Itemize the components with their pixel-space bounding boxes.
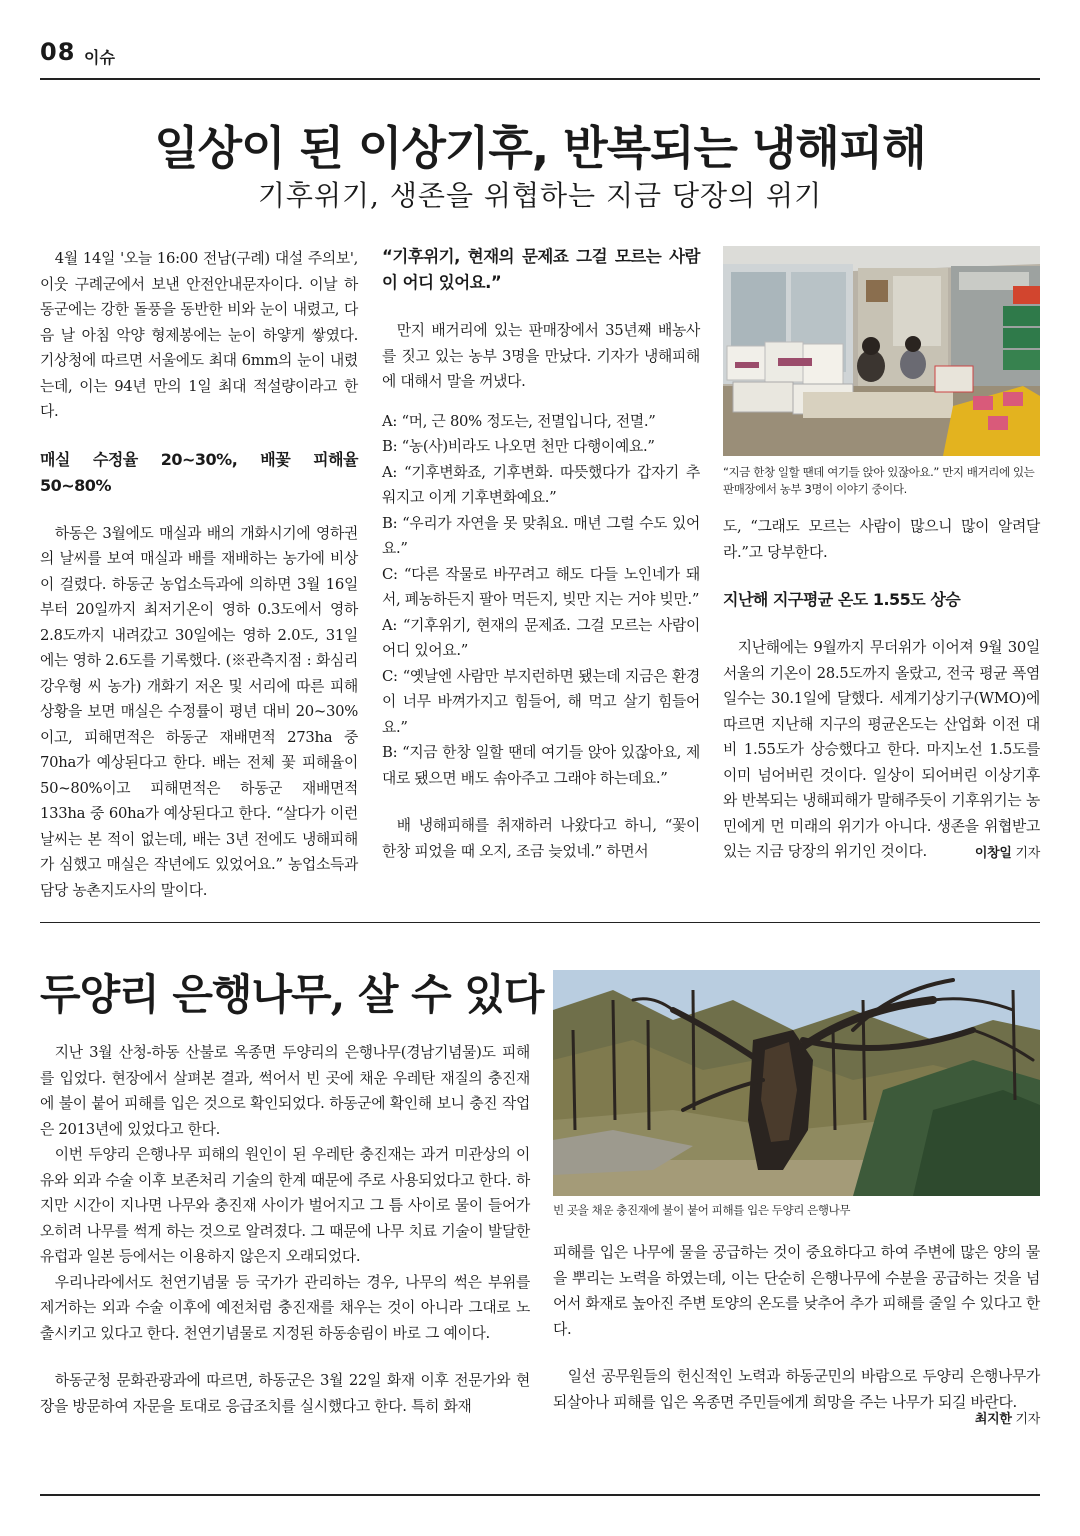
paragraph: 이번 두양리 은행나무 피해의 원인이 된 우레탄 충진재는 과거 미관상의 이유와 외과 수술 이후 보존처리 기술의 한계 때문에 주로 사용되었다고 한다. 하지만 시간이 지나면 나무와 충진재 사이가 벌어지고 그 틈 사이로 물이 들어가 오히려 나무를 썩게 하는 것으로 알려졌다. 그 때문에 나무 치료 기술이 발달한 유럽과 일본 등에서는 이용하지 않은지 오래되었다. xyxy=(40,1146,530,1265)
article1-column-3 xyxy=(723,514,1040,866)
article2-left-column xyxy=(40,1040,530,1419)
paragraph: 4월 14일 '오늘 16:00 전남(구례) 대설 주의보', 이웃 구례군에서 보낸 안전안내문자이다. 이날 하동군에는 강한 돌풍을 동반한 비와 눈이 내렸고, 다음 날 아침 악양 형제봉에는 눈이 하얗게 쌓였다. 기상청에 따르면 서울에도 최대 6mm의 눈이 내렸는데, 이는 94년 만의 1일 최대 적설량이라고 한다. xyxy=(40,250,358,420)
footer-rule xyxy=(40,1494,1040,1496)
paragraph: 피해를 입은 나무에 물을 공급하는 것이 중요하다고 하여 주변에 많은 양의 물을 뿌리는 노력을 하였는데, 이는 단순히 은행나무에 수분을 공급하는 것을 넘어서 화재로 높아진 주변 토양의 온도를 낮추어 추가 피해를 줄일 수 있다고 한다. xyxy=(553,1244,1040,1338)
paragraph: 하동은 3월에도 매실과 배의 개화시기에 영하권의 날씨를 보여 매실과 배를 재배하는 농가에 비상이 걸렸다. 하동군 농업소득과에 의하면 3월 16일부터 20일까지 최저기온이 영하 0.3도에서 영하 2.8도까지 내려갔고 30일에는 영하 2.0도, 31일에는 영하 2.6도를 기록했다. (※관측지점 : 화심리 강우형 씨 농가) 개화기 저온 및 서리에 따른 피해상황을 보면 매실은 수정률이 평년 대비 20~30%이고, 피해면적은 하동군 재배면적 273ha 중 70ha가 예상된다고 한다. 배는 전체 꽃 피해율이 50~80%이고 피해면적은 하동군 재배면적 133ha 중 60ha가 예상된다고 한다. “살다가 이런 날씨는 본 적이 없는데, 배는 3년 전에도 냉해피해가 심했고 매실은 작년에도 있었어요.” 농업소득과 담당 농촌지도사의 말이다. xyxy=(40,524,358,899)
subheading: 매실 수정율 20~30%, 배꽃 피해율 50~80% xyxy=(40,449,358,495)
byline-name: 최지한 xyxy=(974,1412,1012,1427)
ginkgo-tree-photo xyxy=(553,970,1040,1196)
section-label: 이슈 xyxy=(84,48,115,67)
dialogue-line: C: “옛날엔 사람만 부지런하면 됐는데 지금은 환경이 너무 바껴가지고 힘들어, 해 먹고 살기 힘들어요.” xyxy=(382,667,700,736)
article2-right-column xyxy=(553,1240,1040,1433)
article1-column-2 xyxy=(382,244,700,864)
dialogue-line: A: “기후변화죠, 기후변화. 따뜻했다가 갑자기 추워지고 이게 기후변화예요.” xyxy=(382,463,700,506)
dialogue-line: A: “머, 근 80% 정도는, 전멸입니다, 전멸.” xyxy=(382,412,656,430)
byline-role: 기자 xyxy=(1015,845,1040,861)
byline-name: 이창일 xyxy=(974,845,1012,861)
byline-role: 기자 xyxy=(1015,1412,1040,1427)
subheading: 지난해 지구평균 온도 1.55도 상승 xyxy=(723,590,961,609)
article-subtitle: 기후위기, 생존을 위협하는 지금 당장의 위기 xyxy=(257,179,823,212)
dialogue-line: B: “지금 한창 일할 땐데 여기들 앉아 있잖아요, 제대로 됐으면 배도 솎아주고 그래야 하는데요.” xyxy=(382,744,700,787)
paragraph: 지난 3월 산청-하동 산불로 옥종면 두양리의 은행나무(경남기념물)도 피해를 입었다. 현장에서 살펴본 결과, 썩어서 빈 곳에 채운 우레탄 재질의 충진재에 불이 붙어 피해를 입은 것으로 확인되었다. 하동군에 확인해 보니 충진 작업은 2013년에 있었다고 한다. xyxy=(40,1044,530,1138)
dialogue-line: B: “농(사)비라도 나오면 천만 다행이예요.” xyxy=(382,438,655,455)
article-title: 일상이 된 이상기후, 반복되는 냉해피해 xyxy=(154,121,926,175)
page-number: 08 xyxy=(40,38,76,66)
article-title: 두양리 은행나무, 살 수 있다 xyxy=(40,970,544,1019)
dialogue-line: A: “기후위기, 현재의 문제죠. 그걸 모르는 사람이 어디 있어요.” xyxy=(382,616,700,659)
paragraph: 하동군청 문화관광과에 따르면, 하동군은 3월 22일 화재 이후 전문가와 현장을 방문하여 자문을 토대로 응급조치를 실시했다고 한다. 특히 화재 xyxy=(40,1372,530,1415)
photo-caption: “지금 한창 일할 땐데 여기들 앉아 있잖아요.” 만지 배거리에 있는 판매장에서 농부 3명이 이야기 중이다. xyxy=(723,465,1035,496)
dialogue-line: B: “우리가 자연을 못 맞춰요. 매년 그럴 수도 있어요.” xyxy=(382,514,700,557)
paragraph: 지난해에는 9월까지 무더위가 이어져 9월 30일 서울의 기온이 28.5도까지 올랐고, 전국 평균 폭염일수는 30.1일에 달했다. 세계기상기구(WMO)에 따르면 지난해 지구의 평균온도는 산업화 이전 대비 1.55도가 상승했다고 한다. 마지노선 1.5도를 이미 넘어버린 것이다. 일상이 되어버린 이상기후와 반복되는 냉해피해가 말해주듯이 기후위기는 농민에게 먼 미래의 위기가 아니다. 생존을 위협받고 있는 지금 당장의 위기인 것이다. xyxy=(723,639,1040,860)
section-divider xyxy=(40,922,1040,923)
paragraph: 우리나라에서도 천연기념물 등 국가가 관리하는 경우, 나무의 썩은 부위를 제거하는 외과 수술 이후에 예전처럼 충진재를 채우는 것이 아니라 그대로 노출시키고 있다고 한다. 천연기념물로 지정된 하동송림이 바로 그 예이다. xyxy=(40,1273,530,1342)
quote-heading: “기후위기, 현재의 문제죠 그걸 모르는 사람이 어디 있어요.” xyxy=(382,247,700,292)
photo-caption: 빈 곳을 채운 충진재에 불이 붙어 피해를 입은 두양리 은행나무 xyxy=(553,1203,851,1217)
farm-store-photo xyxy=(723,246,1040,456)
dialogue-line: C: “다른 작물로 바꾸려고 해도 다들 노인네가 돼서, 폐농하든지 팔아 먹든지, 빚만 지는 거야 빚만.” xyxy=(382,565,700,608)
paragraph: 만지 배거리에 있는 판매장에서 35년째 배농사를 짓고 있는 농부 3명을 만났다. 기자가 냉해피해에 대해서 말을 꺼냈다. xyxy=(382,322,700,390)
article1-column-1 xyxy=(40,246,358,903)
paragraph: 도, “그래도 모르는 사람이 많으니 많이 알려달라.”고 당부한다. xyxy=(723,518,1040,561)
paragraph: 배 냉해피해를 취재하러 나왔다고 하니, “꽃이 한창 피었을 때 오지, 조금 늦었네.” 하면서 xyxy=(382,817,700,860)
header-rule xyxy=(40,78,1040,80)
paragraph: 일선 공무원들의 헌신적인 노력과 하동군민의 바람으로 두양리 은행나무가 되살아나 피해를 입은 옥종면 주민들에게 희망을 주는 나무가 되길 바란다. xyxy=(553,1368,1040,1411)
